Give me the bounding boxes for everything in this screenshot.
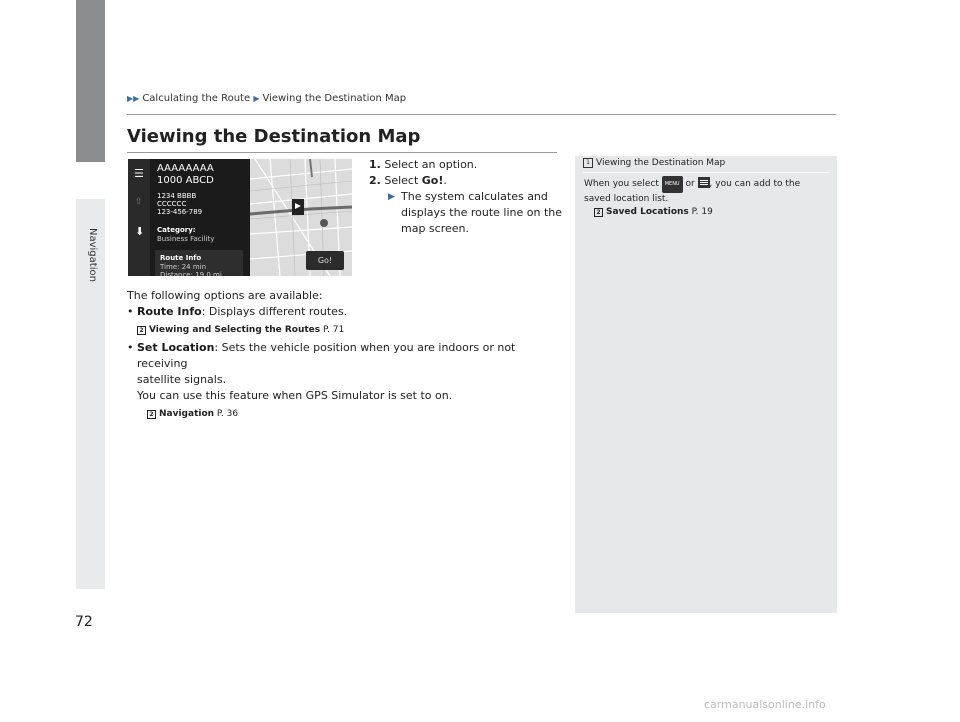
screen-address2: 1234 BBBB bbox=[157, 192, 197, 200]
destination-map-screenshot bbox=[128, 159, 352, 276]
title-divider bbox=[127, 152, 557, 153]
navigate-icon: ⇧ bbox=[135, 197, 143, 207]
menu-icon: ☰ bbox=[134, 167, 144, 180]
set-location-ref[interactable]: 2 Navigation P. 36 bbox=[127, 406, 557, 422]
breadcrumb-arrow-icon: ▶ bbox=[253, 94, 260, 103]
screen-route-info-label: Route Info bbox=[160, 254, 202, 262]
go-term: Go! bbox=[421, 174, 444, 187]
step-2: 2. Select Go!. bbox=[369, 174, 447, 187]
menu-key-icon: MENU bbox=[662, 176, 683, 193]
notes-body bbox=[584, 176, 830, 219]
screen-city: CCCCCC bbox=[157, 200, 187, 208]
page-title: Viewing the Destination Map bbox=[127, 126, 421, 147]
sidebar-section-label: Navigation bbox=[87, 228, 98, 282]
options-intro: The following options are available: bbox=[127, 289, 323, 302]
options-block bbox=[127, 288, 557, 424]
note-number-icon: 1 bbox=[583, 158, 593, 168]
notes-sidebar bbox=[575, 156, 837, 613]
go-button[interactable]: Go! bbox=[306, 251, 344, 270]
screen-address1: 1000 ABCD bbox=[157, 175, 214, 186]
screen-route-time: Time: 24 min bbox=[160, 263, 207, 271]
step-1: 1. Select an option. bbox=[369, 158, 478, 171]
screen-phone: 123-456-789 bbox=[157, 208, 203, 216]
reference-icon: 2 bbox=[137, 326, 146, 335]
option-route-info: • Route Info: Displays different routes. bbox=[127, 304, 557, 320]
breadcrumb-part2: Viewing the Destination Map bbox=[262, 93, 407, 104]
breadcrumb-part1: Calculating the Route bbox=[142, 93, 251, 104]
reference-icon: 2 bbox=[594, 208, 603, 217]
notes-line2: saved location list. bbox=[584, 194, 669, 204]
list-menu-icon bbox=[698, 177, 710, 188]
breadcrumb bbox=[127, 93, 406, 104]
screen-category-value: Business Facility bbox=[157, 235, 215, 243]
chapter-tab bbox=[76, 0, 105, 162]
screen-route-distance: Distance: 19.0 mi bbox=[160, 271, 222, 276]
option-set-location: • Set Location: Sets the vehicle position when you are indoors or not receiving bbox=[127, 340, 557, 372]
set-location-desc2: satellite signals. bbox=[137, 373, 227, 386]
step-2-result: ▶ The system calculates and displays the route line on the map screen. bbox=[388, 190, 562, 235]
result-arrow-icon: ▶ bbox=[388, 192, 395, 202]
breadcrumb-arrow-icon: ▶▶ bbox=[127, 94, 140, 103]
reference-icon: 2 bbox=[147, 410, 156, 419]
screen-category-label: Category: bbox=[157, 226, 196, 234]
header-divider bbox=[127, 114, 836, 115]
screen-name-line: AAAAAAAA bbox=[157, 163, 214, 174]
saved-locations-ref[interactable]: 2 Saved Locations P. 19 bbox=[584, 206, 830, 219]
notes-line1: When you select MENU or , you can add to the bbox=[584, 176, 830, 193]
route-info-ref[interactable]: 2 Viewing and Selecting the Routes P. 71 bbox=[127, 322, 557, 338]
set-location-note: You can use this feature when GPS Simulator is set to on. bbox=[137, 389, 453, 402]
steps-block bbox=[369, 157, 562, 237]
notes-divider bbox=[583, 172, 829, 173]
page-number: 72 bbox=[75, 614, 93, 630]
notes-heading: 1 Viewing the Destination Map bbox=[583, 158, 725, 168]
down-arrow-icon: ⬇ bbox=[135, 225, 145, 238]
watermark: carmanualsonline.info bbox=[704, 698, 826, 711]
